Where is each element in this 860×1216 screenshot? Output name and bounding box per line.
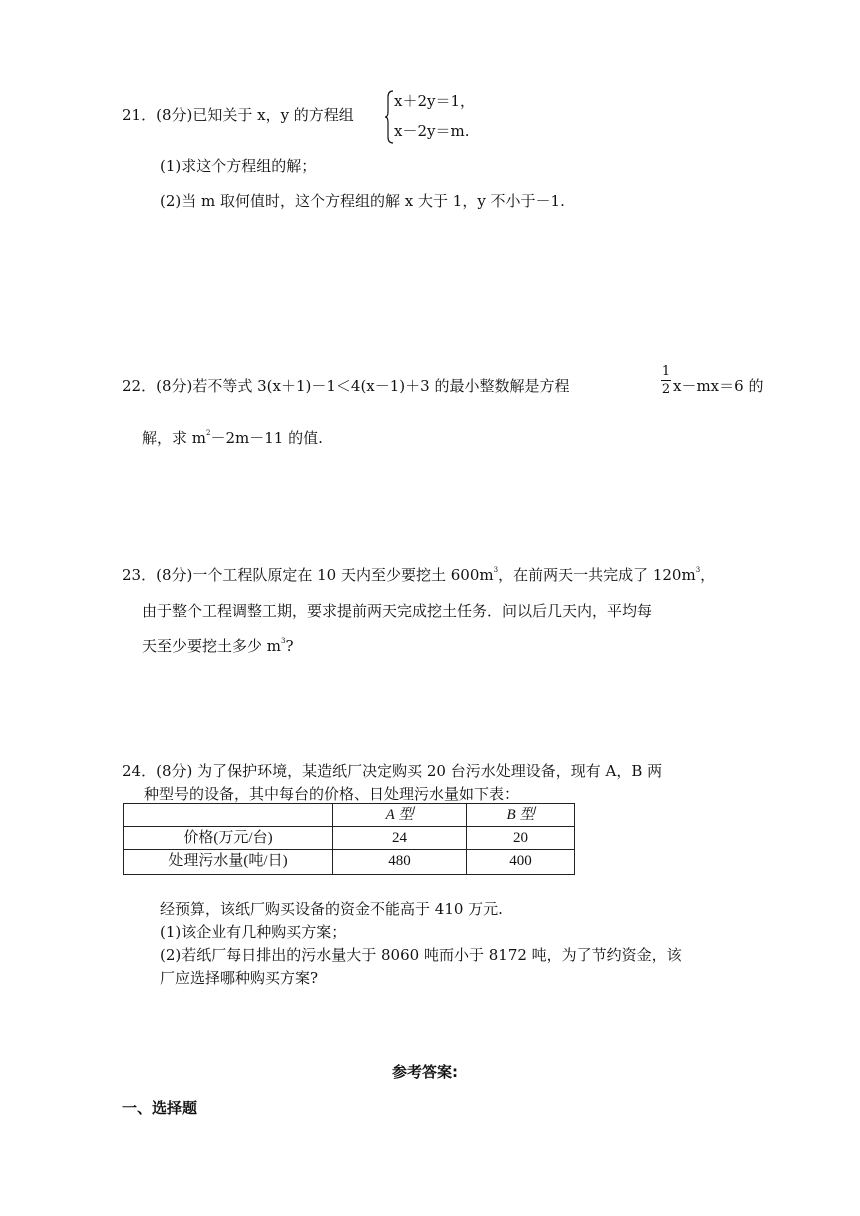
q23-line3-a: 天至少要挖土多少 m — [142, 637, 281, 655]
q24-line2: 种型号的设备，其中每台的价格、日处理污水量如下表： — [144, 785, 520, 803]
q24-spec-table — [123, 803, 575, 875]
q22-line1-end: x－mx＝6 的 — [673, 377, 764, 395]
q23-line3 — [142, 635, 294, 656]
table-cell — [124, 804, 333, 827]
q22-line2 — [142, 427, 323, 448]
q23-line1-sup2: 3 — [695, 566, 701, 574]
table-cell: 处理污水量(吨/日) — [124, 850, 333, 875]
table-cell: 20 — [467, 827, 575, 850]
q22-line2-a: 解，求 m — [142, 429, 206, 447]
q21-equation-system — [384, 88, 504, 146]
table-cell: 24 — [333, 827, 467, 850]
q22-fraction-bar — [661, 380, 671, 381]
q21-equation-2: x－2y＝m. — [394, 122, 470, 140]
q21-part1: (1)求这个方程组的解； — [160, 157, 317, 175]
q21-stem: 21．(8分)已知关于 x，y 的方程组 — [122, 106, 354, 124]
q23-line1 — [122, 564, 715, 585]
q24-line1: 24．(8分) 为了保护环境，某造纸厂决定购买 20 台污水处理设备，现有 A，B 两 — [122, 762, 663, 780]
left-brace-icon — [384, 90, 394, 144]
q23-line1-c: ， — [700, 566, 716, 584]
q22-fraction — [661, 365, 671, 396]
q22-fraction-denominator: 2 — [661, 382, 671, 397]
q21-equation-1: x＋2y＝1， — [394, 92, 476, 110]
q22-line1 — [122, 375, 569, 396]
table-header-a: A 型 — [333, 804, 467, 827]
table-row — [124, 827, 575, 850]
q24-part1: (1)该企业有几种购买方案； — [160, 923, 347, 941]
q24-part2-line1: (2)若纸厂每日排出的污水量大于 8060 吨而小于 8172 吨，为了节约资金，该 — [160, 946, 682, 964]
q23-line3-sup: 3 — [281, 637, 286, 645]
q24-budget: 经预算，该纸厂购买设备的资金不能高于 410 万元. — [160, 900, 503, 918]
table-cell: 480 — [333, 850, 467, 875]
q21-part2: (2)当 m 取何值时，这个方程组的解 x 大于 1，y 不小于－1. — [160, 192, 565, 210]
table-cell: 价格(万元/台) — [124, 827, 333, 850]
q22-line1-text: 22．(8分)若不等式 3(x＋1)－1＜4(x－1)＋3 的最小整数解是方程 — [122, 377, 570, 395]
answers-section-1: 一、选择题 — [122, 1099, 198, 1117]
table-header-b: B 型 — [467, 804, 575, 827]
q24-part2-line2: 厂应选择哪种购买方案? — [160, 969, 319, 987]
table-row — [124, 850, 575, 875]
q23-line1-a: 23．(8分)一个工程队原定在 10 天内至少要挖土 600m — [122, 566, 494, 584]
answers-title: 参考答案: — [392, 1063, 458, 1081]
table-header-row — [124, 804, 575, 827]
table-cell: 400 — [467, 850, 575, 875]
q23-line1-sup1: 3 — [493, 566, 499, 574]
q23-line1-b: ，在前两天一共完成了 120m — [498, 566, 696, 584]
q22-line2-sup: 2 — [206, 429, 211, 437]
q23-line3-b: ? — [285, 637, 294, 655]
q23-line2: 由于整个工程调整工期，要求提前两天完成挖土任务．问以后几天内，平均每 — [142, 602, 653, 620]
q22-line2-b: －2m－11 的值. — [210, 429, 323, 447]
q22-fraction-numerator: 1 — [661, 364, 671, 379]
